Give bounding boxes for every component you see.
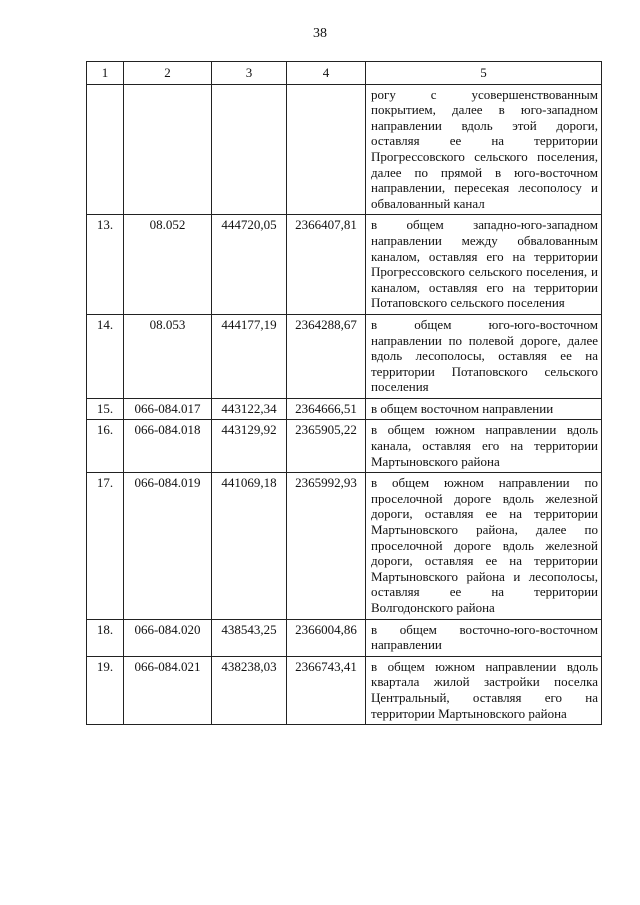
coordinate-x: 441069,18 — [212, 473, 287, 619]
row-number: 16. — [87, 420, 124, 473]
point-code — [124, 84, 212, 215]
row-number: 18. — [87, 619, 124, 656]
row-number: 15. — [87, 398, 124, 420]
table-header-row — [87, 62, 602, 85]
boundary-description: в общем восточном направлении — [366, 398, 602, 420]
coordinate-x: 438543,25 — [212, 619, 287, 656]
coordinate-y — [287, 84, 366, 215]
column-header-1: 1 — [87, 62, 124, 85]
table-row — [87, 84, 602, 215]
point-code: 08.052 — [124, 215, 212, 315]
table-row — [87, 215, 602, 315]
point-code: 066-084.020 — [124, 619, 212, 656]
column-header-3: 3 — [212, 62, 287, 85]
boundary-description-table — [86, 61, 602, 725]
coordinate-y: 2365992,93 — [287, 473, 366, 619]
table-row — [87, 656, 602, 724]
boundary-description: в общем юго-юго-восточном направлении по полевой дороге, далее вдоль лесополосы, оставляя ее на территории Потаповского сельского поселения — [366, 314, 602, 398]
table-row — [87, 420, 602, 473]
column-header-4: 4 — [287, 62, 366, 85]
coordinate-x: 443129,92 — [212, 420, 287, 473]
row-number: 13. — [87, 215, 124, 315]
coordinate-x: 444177,19 — [212, 314, 287, 398]
coordinate-y: 2365905,22 — [287, 420, 366, 473]
boundary-description: в общем южном направлении по проселочной дороге вдоль железной дороги, оставляя ее на территории Мартыновского района, далее по проселочной дороге вдоль железной дороги, оставляя ее на территории Мартыновского района и лесополосы, оставляя ее на территории Волгодонского района — [366, 473, 602, 619]
coordinate-y: 2366004,86 — [287, 619, 366, 656]
boundary-description: рогу с усовершенствованным покрытием, далее в юго-западном направлении вдоль этой дороги, оставляя ее на территории Прогрессовского сельского поселения, далее по прямой в юго-восточном направлении, пересекая лесополосу и обвалованный канал — [366, 84, 602, 215]
row-number: 19. — [87, 656, 124, 724]
column-header-2: 2 — [124, 62, 212, 85]
boundary-description: в общем западно-юго-западном направлении между обвалованным каналом, оставляя его на территории Прогрессовского сельского поселения, и каналом, оставляя его на территории Потаповского сельского поселения — [366, 215, 602, 315]
page-number: 38 — [313, 26, 327, 41]
coordinate-x: 438238,03 — [212, 656, 287, 724]
point-code: 066-084.019 — [124, 473, 212, 619]
coordinate-y: 2366407,81 — [287, 215, 366, 315]
point-code: 08.053 — [124, 314, 212, 398]
coordinate-y: 2364288,67 — [287, 314, 366, 398]
point-code: 066-084.018 — [124, 420, 212, 473]
table-row — [87, 314, 602, 398]
point-code: 066-084.021 — [124, 656, 212, 724]
row-number: 17. — [87, 473, 124, 619]
row-number: 14. — [87, 314, 124, 398]
coordinate-y: 2366743,41 — [287, 656, 366, 724]
column-header-5: 5 — [366, 62, 602, 85]
table-row — [87, 619, 602, 656]
row-number — [87, 84, 124, 215]
point-code: 066-084.017 — [124, 398, 212, 420]
coordinate-x: 444720,05 — [212, 215, 287, 315]
boundary-description: в общем восточно-юго-восточном направлении — [366, 619, 602, 656]
table-row — [87, 473, 602, 619]
coordinate-y: 2364666,51 — [287, 398, 366, 420]
boundary-description: в общем южном направлении вдоль квартала жилой застройки поселка Центральный, оставляя его на территории Мартыновского района — [366, 656, 602, 724]
coordinate-x — [212, 84, 287, 215]
boundary-description: в общем южном направлении вдоль канала, оставляя его на территории Мартыновского района — [366, 420, 602, 473]
coordinate-x: 443122,34 — [212, 398, 287, 420]
table-row — [87, 398, 602, 420]
